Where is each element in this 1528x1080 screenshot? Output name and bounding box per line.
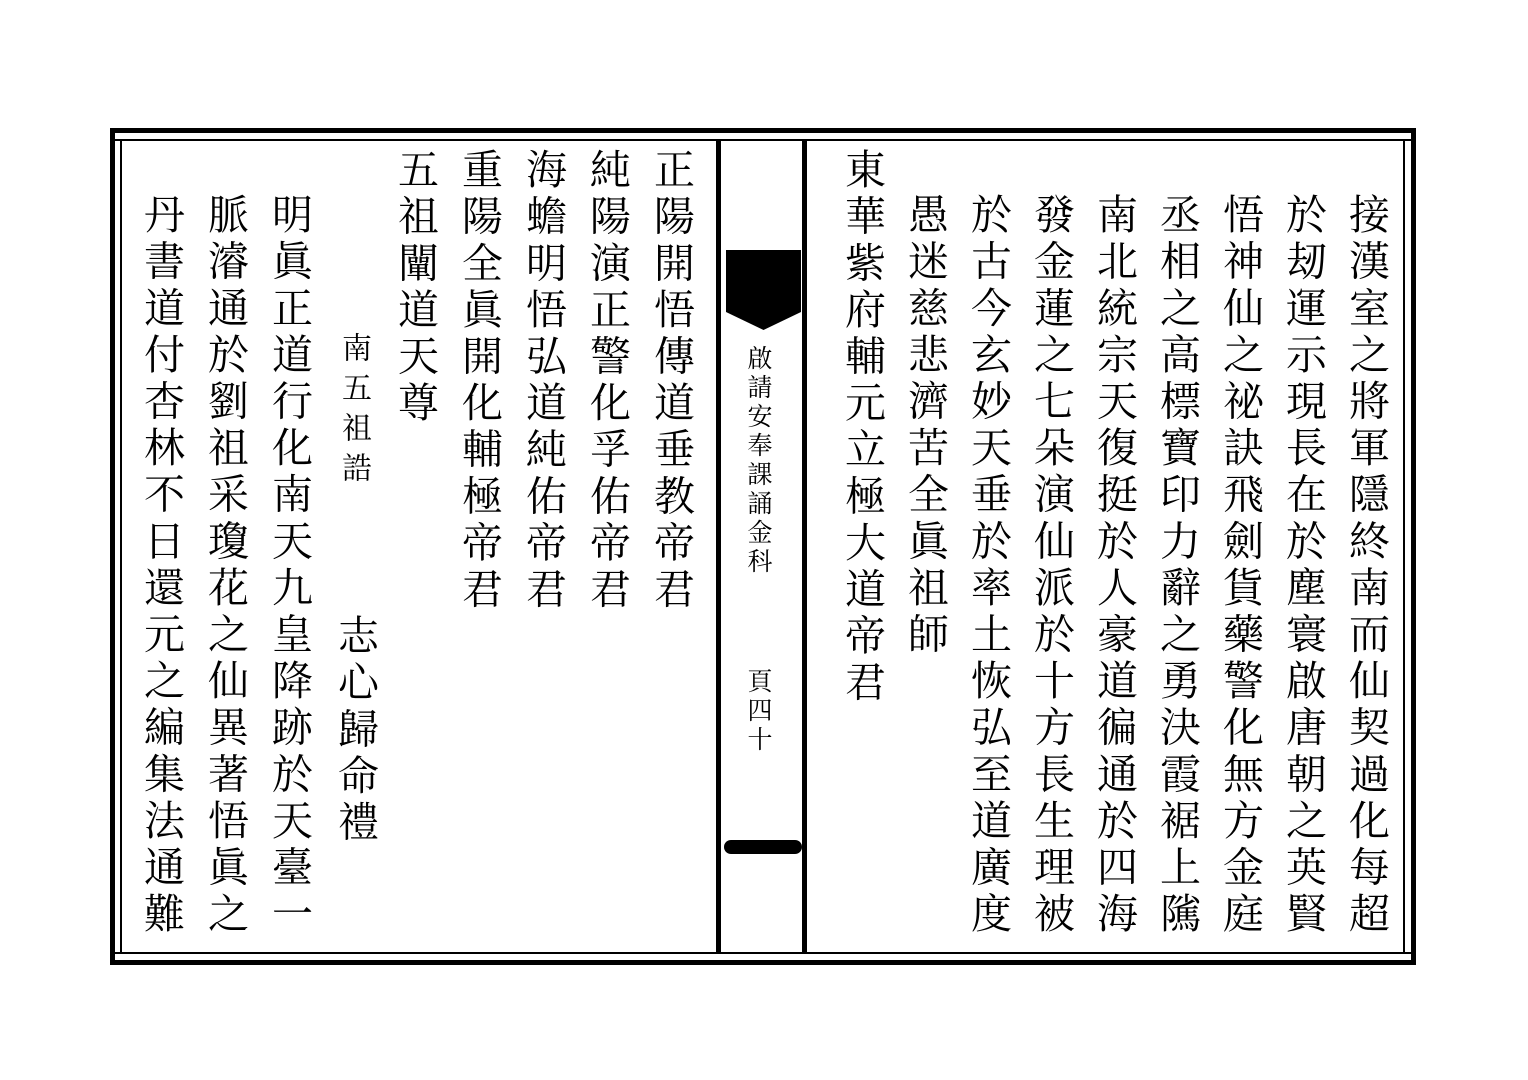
frame-left-inner	[120, 139, 122, 954]
center-right-rule	[802, 139, 807, 954]
frame-bottom-outer-rule	[110, 960, 1416, 965]
page-number: 頁四十	[744, 668, 773, 755]
right-column-4: 丞相之高標寶印力辭之勇決霞裾上隲	[1153, 193, 1201, 939]
right-column-9: 東華紫府輔元立極大道帝君	[838, 148, 886, 708]
left-column-invocation: 志心歸命禮	[331, 614, 379, 847]
left-column-8: 明眞正道行化南天九皇降跡於天臺一	[265, 193, 313, 939]
frame-right-outer	[1411, 128, 1416, 965]
right-column-5: 南北統宗天復挺於人豪道徧通於四海	[1090, 193, 1138, 939]
frame-top-inner-rule	[110, 139, 1416, 141]
fish-tail-marker	[726, 250, 801, 330]
left-column-4: 重陽全眞開化輔極帝君	[455, 148, 503, 614]
left-column-3: 海蟾明悟弘道純佑帝君	[519, 148, 567, 614]
center-left-rule	[716, 139, 721, 954]
left-column-9: 脈濬通於劉祖采瓊花之仙異著悟眞之	[201, 193, 249, 939]
center-bar-marker	[724, 840, 802, 854]
right-column-2: 於刼運示現長在於塵寰啟唐朝之英賢	[1279, 193, 1327, 939]
frame-top-rule	[110, 128, 1416, 133]
section-heading: 南五祖誥	[336, 332, 371, 492]
frame-left-outer	[110, 128, 115, 965]
left-column-2: 純陽演正警化孚佑帝君	[583, 148, 631, 614]
left-column-10: 丹書道付杏林不日還元之編集法通難	[137, 193, 185, 939]
frame-right-inner	[1403, 139, 1405, 954]
left-column-1: 正陽開悟傳道垂教帝君	[647, 148, 695, 614]
right-column-6: 發金蓮之七朵演仙派於十方長生理被	[1027, 193, 1075, 939]
right-column-3: 悟神仙之祕訣飛劍貨藥警化無方金庭	[1216, 193, 1264, 939]
right-column-7: 於古今玄妙天垂於率土恢弘至道廣度	[964, 193, 1012, 939]
center-title: 啟請安奉課誦金科	[744, 345, 773, 577]
frame-bottom-rule	[110, 952, 1416, 954]
left-column-5: 五祖闡道天尊	[391, 148, 439, 428]
right-column-8: 愚迷慈悲濟苦全眞祖師	[901, 193, 949, 659]
right-column-1: 接漢室之將軍隱終南而仙契過化每超	[1342, 193, 1390, 939]
